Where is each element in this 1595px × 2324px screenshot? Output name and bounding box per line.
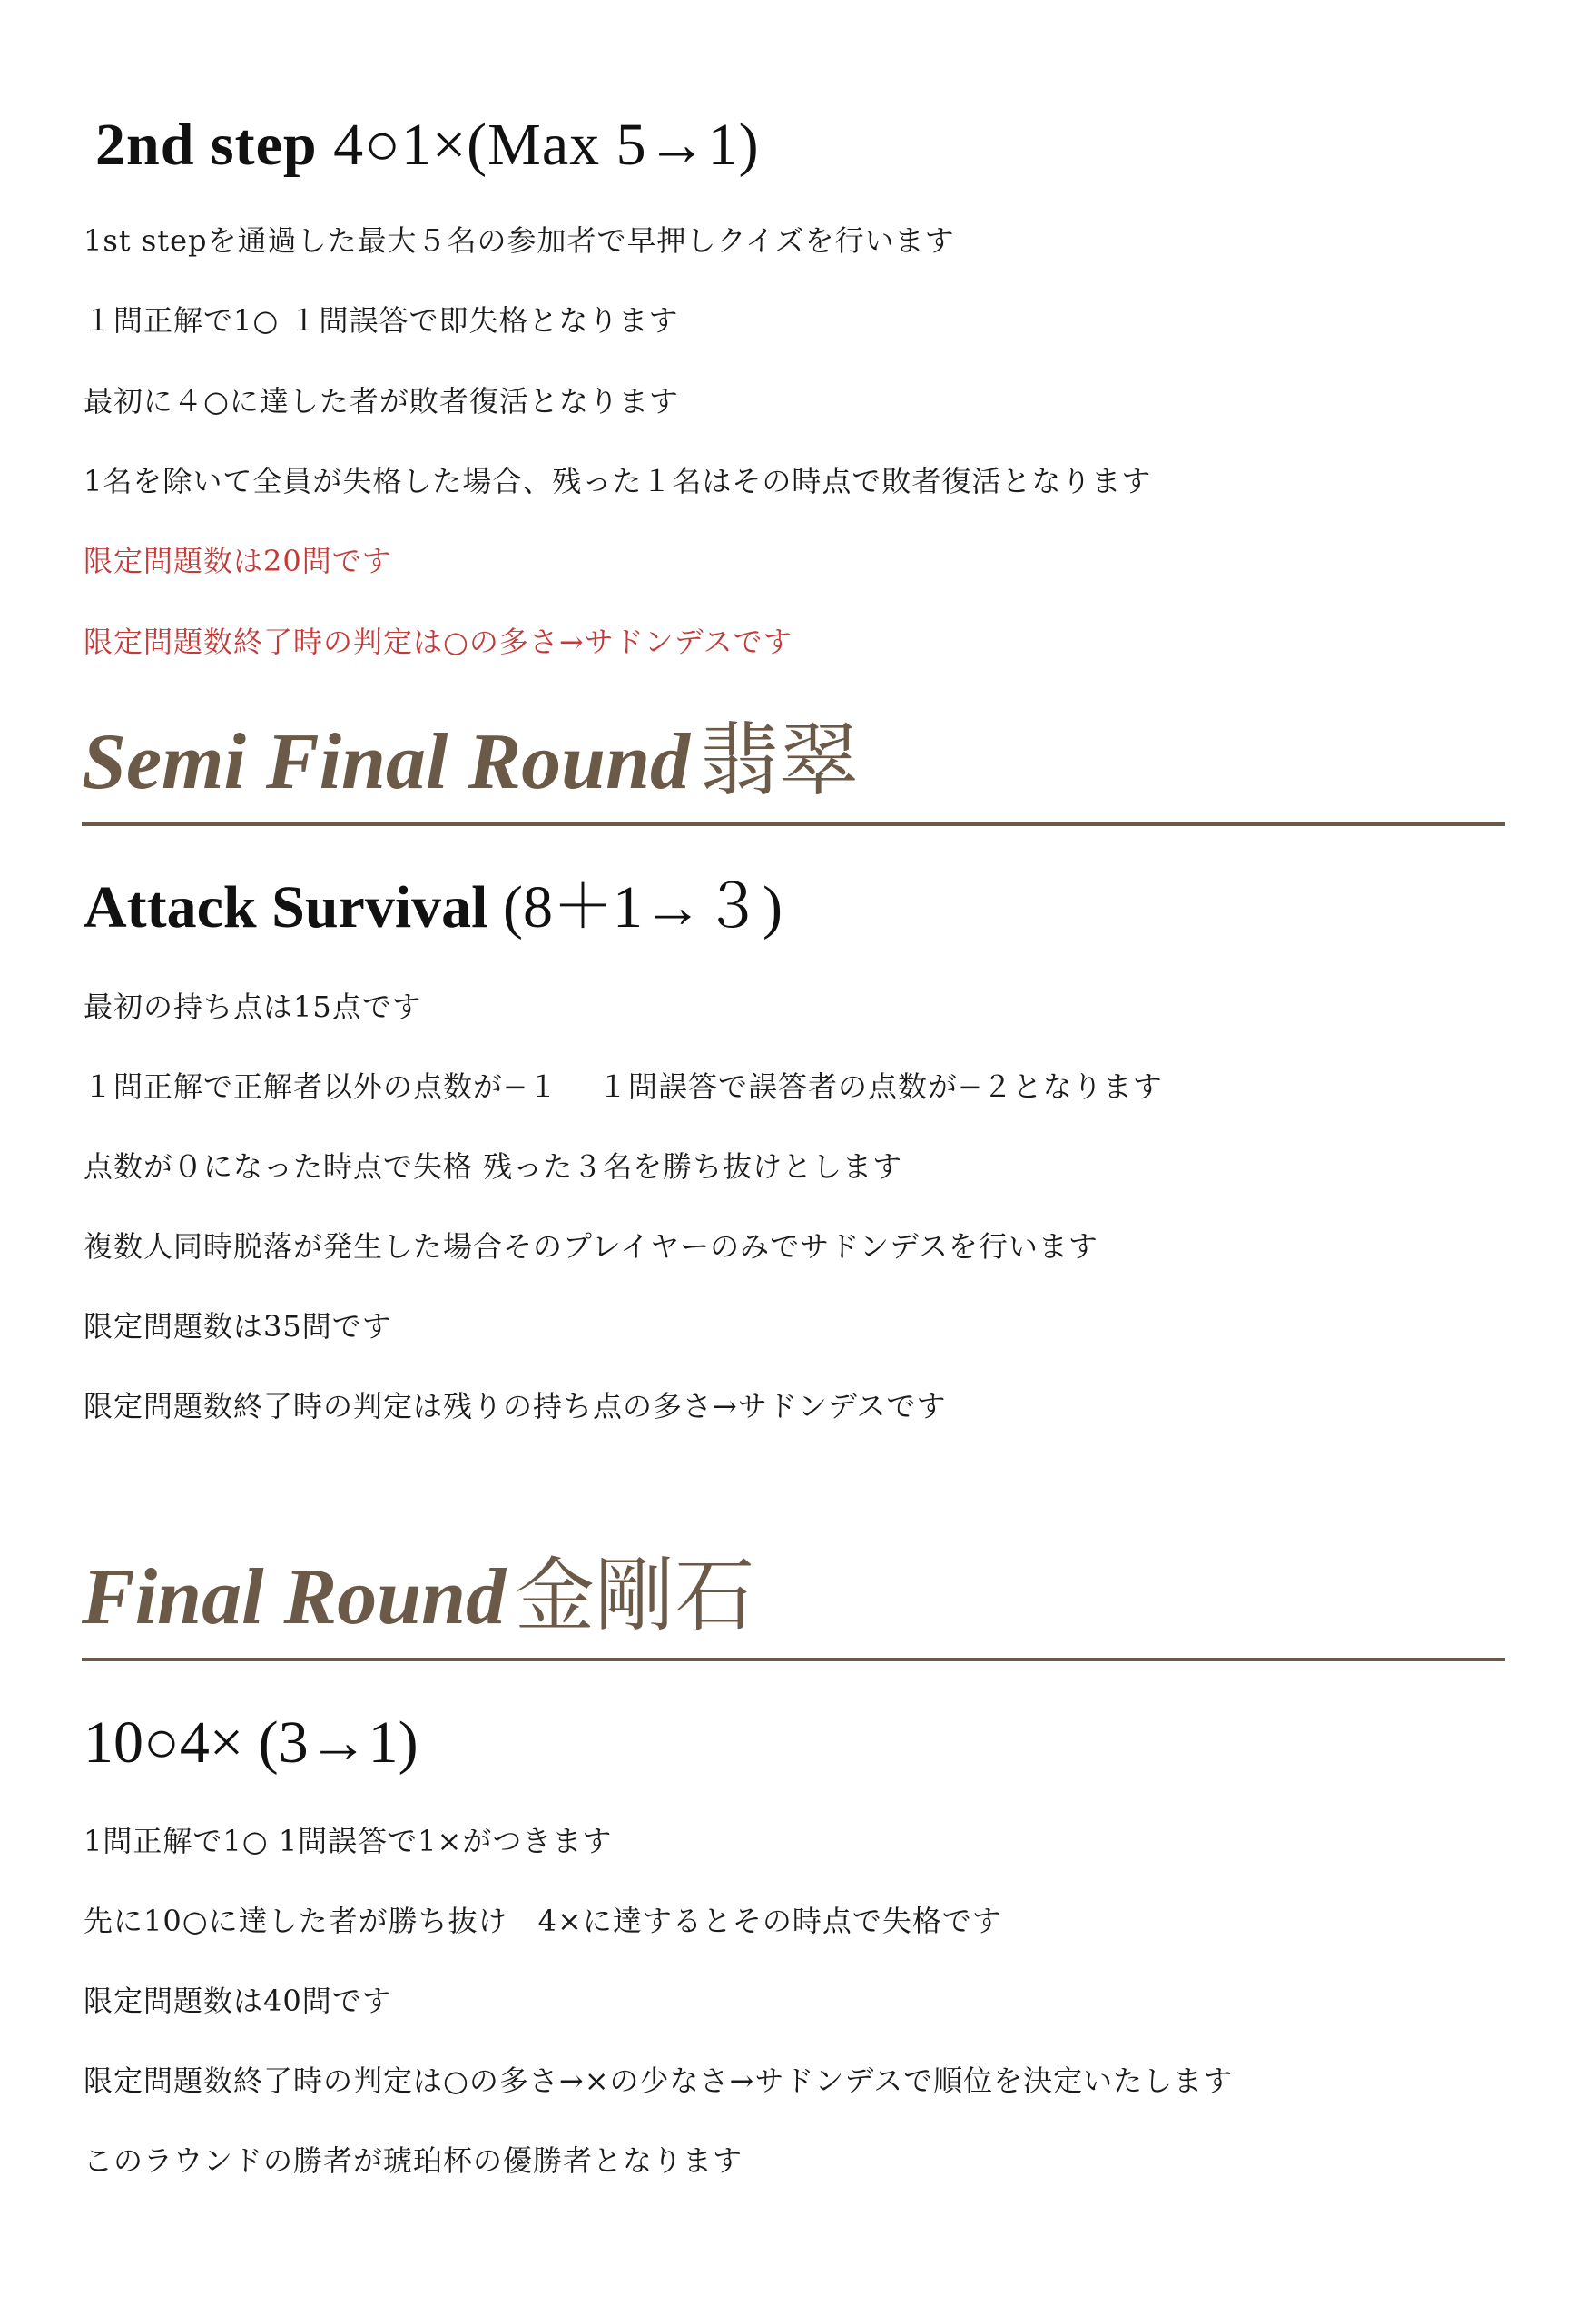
second-step-highlight-2: 限定問題数終了時の判定は○の多さ→サドンデスです (84, 625, 793, 659)
final-divider (82, 1658, 1505, 1661)
semi-final-rule-3: 点数が０になった時点で失格 残った３名を勝ち抜けとします (84, 1149, 903, 1184)
final-rule-5: このラウンドの勝者が琥珀杯の優勝者となります (84, 2143, 743, 2178)
second-step-highlight-1: 限定問題数は20問です (84, 544, 392, 578)
final-rule-4: 限定問題数終了時の判定は○の多さ→×の少なさ→サドンデスで順位を決定いたします (84, 2063, 1234, 2098)
semi-final-rule-6: 限定問題数終了時の判定は残りの持ち点の多さ→サドンデスです (84, 1389, 947, 1423)
second-step-title (95, 104, 760, 186)
final-title-text: Final Round (82, 1553, 507, 1641)
semi-final-subtitle (84, 867, 783, 949)
semi-final-rule-4: 複数人同時脱落が発生した場合そのプレイヤーのみでサドンデスを行います (84, 1229, 1098, 1264)
second-step-rule-2: １問正解で1○ １問誤答で即失格となります (84, 303, 679, 338)
semi-final-divider (82, 822, 1505, 826)
second-step-rule-4: 1名を除いて全員が失格した場合、残った１名はその時点で敗者復活となります (84, 464, 1152, 498)
final-rule-2: 先に10○に達した者が勝ち抜け 4×に達するとその時点で失格です (84, 1904, 1002, 1938)
final-rule-1: 1問正解で1○ 1問誤答で1×がつきます (84, 1824, 613, 1858)
final-title-jp: 金剛石 (515, 1553, 755, 1641)
semi-final-subtitle-bold: Attack Survival (84, 874, 488, 940)
second-step-title-rest: 4○1×(Max 5→1) (317, 112, 760, 178)
semi-final-title-jp: 翡翠 (699, 718, 860, 806)
semi-final-subtitle-rest: (8＋1→３) (487, 874, 783, 940)
semi-final-rule-2: １問正解で正解者以外の点数が−１ １問誤答で誤答者の点数が−２となります (84, 1069, 1163, 1104)
semi-final-rule-1: 最初の持ち点は15点です (84, 990, 422, 1024)
final-subtitle: 10○4× (3→1) (84, 1709, 418, 1776)
second-step-rule-3: 最初に４○に達した者が敗者復活となります (84, 384, 679, 419)
final-rule-3: 限定問題数は40問です (84, 1984, 392, 2018)
semi-final-title (82, 713, 859, 812)
second-step-title-bold: 2nd step (95, 112, 318, 178)
second-step-rule-1: 1st stepを通過した最大５名の参加者で早押しクイズを行います (84, 223, 955, 258)
final-title (82, 1548, 754, 1648)
semi-final-rule-5: 限定問題数は35問です (84, 1309, 392, 1344)
semi-final-title-text: Semi Final Round (82, 718, 691, 806)
